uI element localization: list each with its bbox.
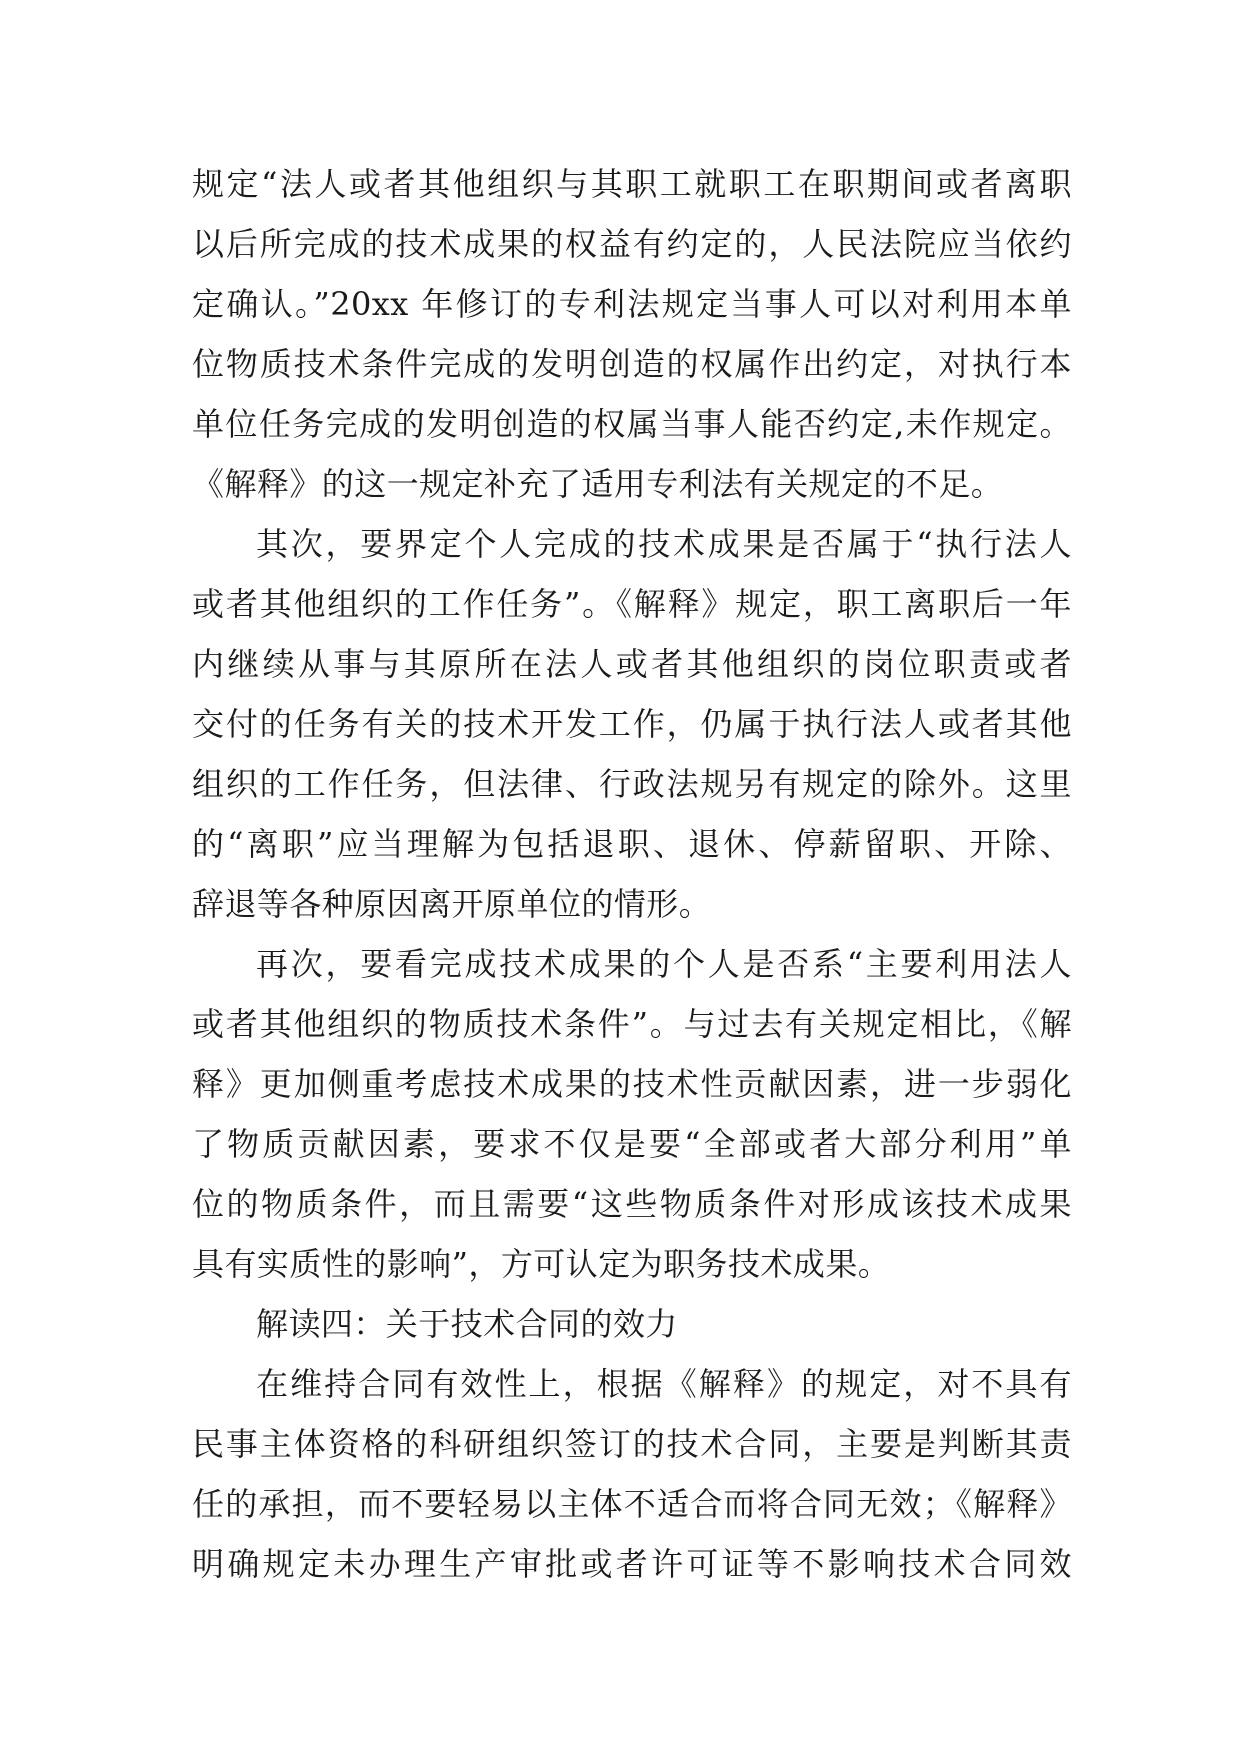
- paragraph-first-line: 再次，要看完成技术成果的个人是否系“主要利用法人: [256, 945, 1072, 983]
- text-line: 交付的任务有关的技术开发工作，仍属于执行法人或者其他: [192, 705, 1072, 743]
- text-line: 明确规定未办理生产审批或者许可证等不影响技术合同效: [192, 1545, 1072, 1583]
- text-line: 辞退等各种原因离开原单位的情形。: [192, 885, 712, 923]
- text-line: 单位任务完成的发明创造的权属当事人能否约定,未作规定。: [192, 405, 1072, 443]
- paragraph-first-line: 在维持合同有效性上，根据《解释》的规定，对不具有: [256, 1365, 1072, 1403]
- text-line: 《解释》的这一规定补充了适用专利法有关规定的不足。: [192, 465, 1004, 503]
- text-line: 的“离职”应当理解为包括退职、退休、停薪留职、开除、: [192, 825, 1072, 863]
- text-line: 位物质技术条件完成的发明创造的权属作出约定，对执行本: [192, 345, 1072, 383]
- text-line: 民事主体资格的科研组织签订的技术合同，主要是判断其责: [192, 1425, 1072, 1463]
- text-line: 具有实质性的影响”，方可认定为职务技术成果。: [192, 1245, 891, 1283]
- text-line: 或者其他组织的物质技术条件”。与过去有关规定相比，《解: [192, 1005, 1072, 1043]
- text-line: 定确认。”20xx 年修订的专利法规定当事人可以对利用本单: [192, 285, 1072, 323]
- text-line: 了物质贡献因素，要求不仅是要“全部或者大部分利用”单: [192, 1125, 1072, 1163]
- text-line: 组织的工作任务，但法律、行政法规另有规定的除外。这里: [192, 765, 1072, 803]
- text-line: 任的承担，而不要轻易以主体不适合而将合同无效；《解释》: [192, 1485, 1072, 1523]
- text-line: 内继续从事与其原所在法人或者其他组织的岗位职责或者: [192, 645, 1072, 683]
- text-line: 以后所完成的技术成果的权益有约定的，人民法院应当依约: [192, 225, 1072, 263]
- text-line: 位的物质条件，而且需要“这些物质条件对形成该技术成果: [192, 1185, 1072, 1223]
- text-line: 或者其他组织的工作任务”。《解释》规定，职工离职后一年: [192, 585, 1072, 623]
- section-heading: 解读四：关于技术合同的效力: [256, 1305, 678, 1343]
- document-body: [192, 154, 1072, 1594]
- text-line: 规定“法人或者其他组织与其职工就职工在职期间或者离职: [192, 165, 1072, 203]
- text-line: 释》更加侧重考虑技术成果的技术性贡献因素，进一步弱化: [192, 1065, 1072, 1103]
- paragraph-first-line: 其次，要界定个人完成的技术成果是否属于“执行法人: [256, 525, 1072, 563]
